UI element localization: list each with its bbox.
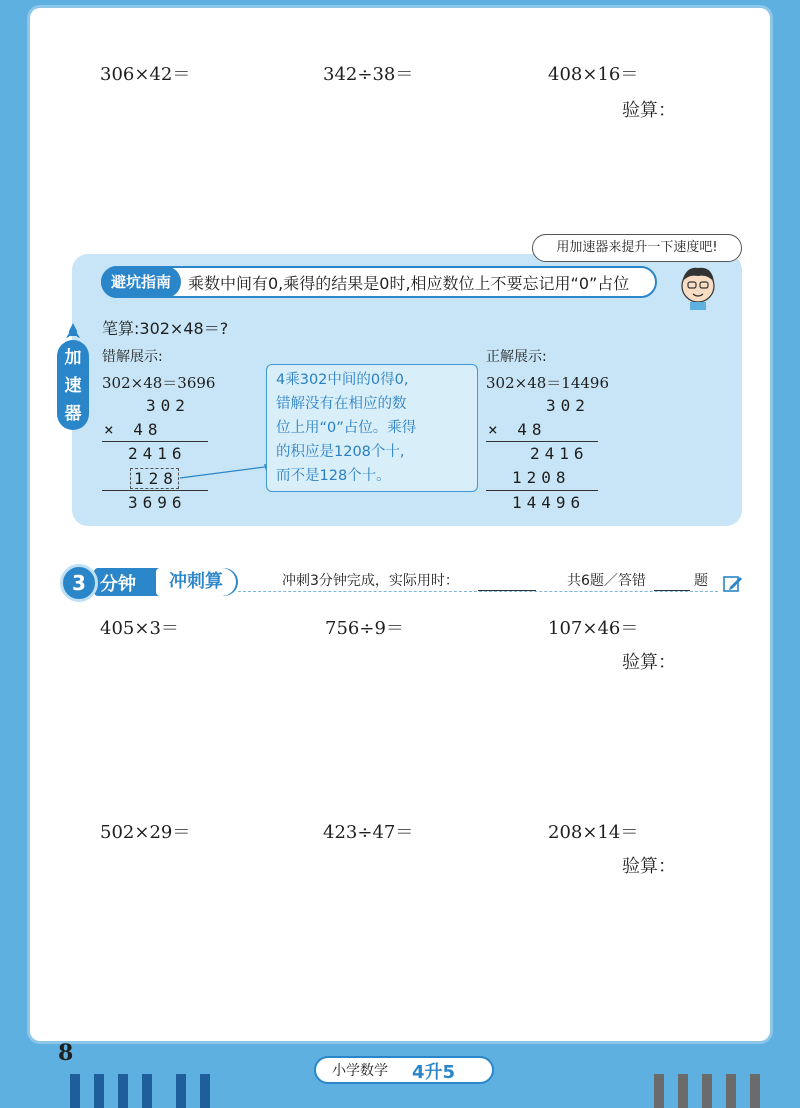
pencil-icon (722, 574, 744, 594)
check-label: 验算： (622, 652, 676, 673)
wrong-row-1: 302 (146, 396, 190, 415)
right-row-5: 14496 (512, 493, 586, 512)
tag-char-1: 加 (64, 348, 82, 368)
page-number: 8 (58, 1040, 74, 1066)
note-line-1: 4乘302中间的0得0, (276, 372, 409, 388)
right-title: 正解展示: (486, 349, 547, 365)
problem-502x29: 502×29＝ (100, 822, 191, 843)
wrong-line-1 (102, 441, 208, 442)
footer-stripe (176, 1074, 186, 1108)
wrong-row-3: 2416 (128, 444, 187, 463)
footer-stripe (200, 1074, 210, 1108)
footer-subject: 小学数学 (332, 1063, 388, 1079)
wrong-title: 错解展示: (102, 349, 163, 365)
problem-208x14: 208×14＝ (548, 822, 639, 843)
footer-grade: 4升5 (412, 1062, 456, 1083)
wrong-row-5: 3696 (128, 493, 187, 512)
right-row-3: 2416 (530, 444, 589, 463)
right-line-1 (486, 441, 598, 442)
tag-char-3: 器 (64, 404, 82, 424)
footer-stripe (654, 1074, 664, 1108)
footer-stripe (142, 1074, 152, 1108)
section-label-1: 分钟 (100, 574, 136, 595)
problem-107x46: 107×46＝ (548, 618, 639, 639)
problem-408x16: 408×16＝ (548, 64, 639, 85)
wrong-row-4: 128 (130, 468, 179, 489)
footer-stripe (94, 1074, 104, 1108)
footer-badge (314, 1056, 494, 1084)
problem-756div9: 756÷9＝ (325, 618, 404, 639)
tip-badge: 避坑指南 (101, 266, 181, 298)
wrong-row-2: × 48 (104, 420, 163, 439)
right-line-2 (486, 490, 598, 491)
problem-342div38: 342÷38＝ (323, 64, 414, 85)
section-label-2: 冲刺算 (169, 571, 223, 592)
right-row-2: × 48 (488, 420, 547, 439)
note-line-2: 错解没有在相应的数 (276, 396, 407, 412)
check-label: 验算： (622, 100, 676, 121)
wrong-line-2 (102, 490, 208, 491)
footer-stripe (702, 1074, 712, 1108)
tag-char-2: 速 (64, 376, 82, 396)
note-line-4: 的积应是1208个十, (276, 444, 405, 460)
section-instruction: 冲刺3分钟完成，实际用时： (282, 573, 459, 589)
footer-stripe (678, 1074, 688, 1108)
arrow-icon (178, 460, 278, 484)
section-number: 3 (60, 564, 98, 602)
section-total: 共6题／答错 (567, 573, 646, 589)
note-line-5: 而不是128个十。 (276, 468, 391, 484)
note-line-3: 位上用“0”占位。乘得 (276, 420, 417, 436)
footer-stripe (118, 1074, 128, 1108)
check-label: 验算： (622, 856, 676, 877)
problem-306x42: 306×42＝ (100, 64, 191, 85)
footer-stripe (70, 1074, 80, 1108)
right-equation: 302×48＝14496 (486, 374, 610, 392)
problem-statement: 笔算:302×48＝? (102, 319, 229, 338)
section-label-2-box (156, 568, 236, 596)
speech-bubble: 用加速器来提升一下速度吧! (532, 234, 742, 262)
rocket-icon (64, 322, 82, 340)
footer-stripe (726, 1074, 736, 1108)
footer-stripe (750, 1074, 760, 1108)
wrong-equation: 302×48＝3696 (102, 374, 216, 392)
problem-423div47: 423÷47＝ (323, 822, 414, 843)
problem-405x3: 405×3＝ (100, 618, 179, 639)
right-row-4: 1208 (512, 468, 571, 487)
accelerator-tag (57, 340, 89, 430)
boy-icon (676, 262, 720, 310)
wrong-count-blank[interactable] (654, 572, 690, 591)
time-blank[interactable] (478, 572, 536, 591)
right-row-1: 302 (546, 396, 590, 415)
section-divider (238, 591, 718, 592)
section-unit: 题 (694, 573, 708, 589)
tip-text: 乘数中间有0,乘得的结果是0时,相应数位上不要忘记用“0”占位 (188, 274, 630, 293)
